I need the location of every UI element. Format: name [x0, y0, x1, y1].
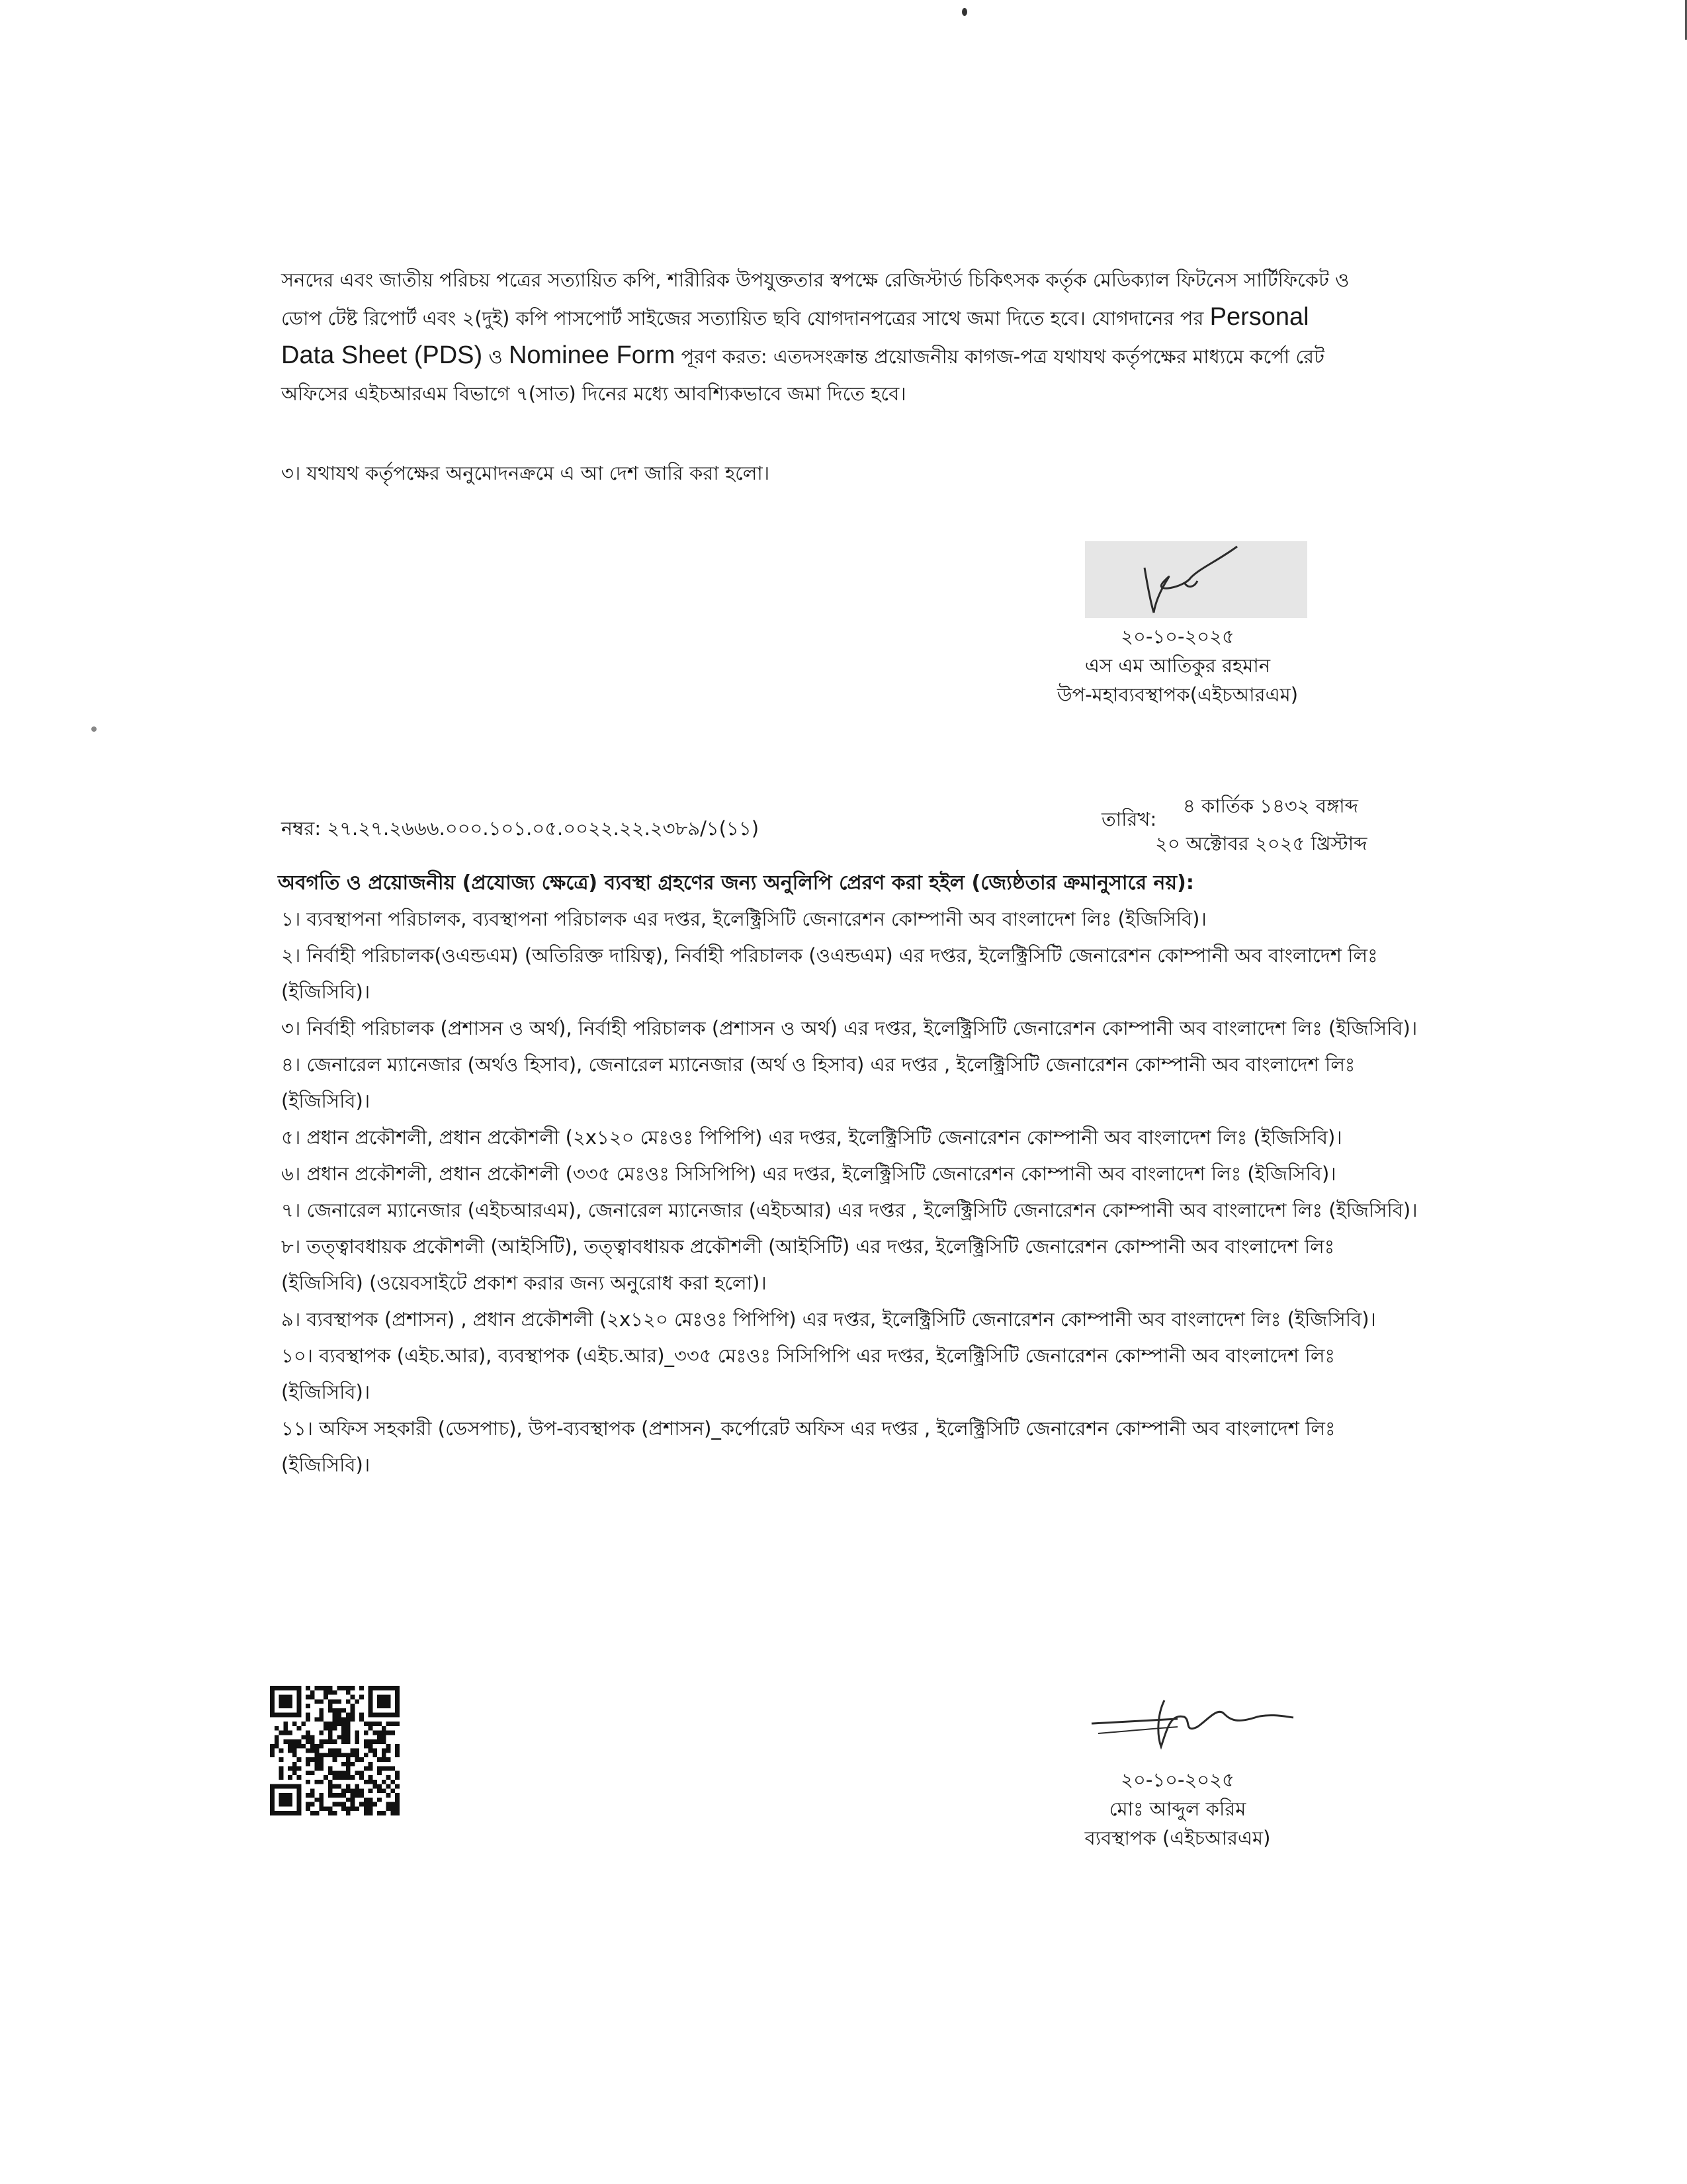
signer-designation: উপ-মহাব্যবস্থাপক(এইচআরএম): [1057, 683, 1299, 706]
signature-date: ২০-১০-২০২৫: [1121, 1769, 1234, 1791]
paragraph-latin: Data Sheet (PDS): [281, 341, 483, 369]
qr-code: [270, 1686, 400, 1815]
scan-speck: [962, 8, 967, 16]
signature-image: [1085, 1687, 1297, 1760]
signer-designation: ব্যবস্থাপক (এইচআরএম): [1084, 1827, 1271, 1849]
top-paragraph: [281, 261, 1406, 412]
cc-list-item: ১। ব্যবস্থাপনা পরিচালক, ব্যবস্থাপনা পরিচালক এর দপ্তর, ইলেক্ট্রিসিটি জেনারেশন কোম্পানী অব বাংলাদেশ লিঃ (ইজিসিবি)।: [281, 908, 1207, 930]
paragraph-latin: Personal: [1209, 303, 1309, 331]
cc-list-item: ৪। জেনারেল ম্যানেজার (অর্থও হিসাব), জেনারেল ম্যানেজার (অর্থ ও হিসাব) এর দপ্তর , ইলেক্ট্রিসিটি জেনারেশন কোম্পানী অব বাংলাদেশ লিঃ (ইজিসিবি)।: [281, 1053, 1356, 1112]
cc-list-item: ৩। নির্বাহী পরিচালক (প্রশাসন ও অর্থ), নির্বাহী পরিচালক (প্রশাসন ও অর্থ) এর দপ্তর, ইলেক্ট্রিসিটি জেনারেশন কোম্পানী অব বাংলাদেশ লিঃ (ইজিসিবি)।: [281, 1017, 1418, 1039]
memo-date-bangla: ৪ কার্তিক ১৪৩২ বঙ্গাব্দ: [1183, 795, 1359, 817]
signature-2: [1085, 1687, 1297, 1760]
paragraph-line: [281, 298, 1406, 337]
paragraph-line: সনদের এবং জাতীয় পরিচয় পত্রের সত্যায়িত কপি, শারীরিক উপযুক্ততার স্বপক্ষে রেজিস্টার্ড চিকিৎসক কর্তৃক মেডিক্যাল ফিটনেস সার্টিফিকেট ও: [281, 269, 1350, 291]
paragraph-text: পূরণ করত: এতদসংক্রান্ত প্রয়োজনীয় কাগজ-পত্র যথাযথ কর্তৃপক্ষের মাধ্যমে কর্পো রেট: [681, 345, 1324, 368]
cc-list-item: ৭। জেনারেল ম্যানেজার (এইচআরএম), জেনারেল ম্যানেজার (এইচআর) এর দপ্তর , ইলেক্ট্রিসিটি জেনারেশন কোম্পানী অব বাংলাদেশ লিঃ (ইজিসিবি)।: [281, 1199, 1418, 1221]
signature-stamp: [1085, 541, 1307, 618]
paragraph-latin: Nominee Form: [508, 341, 675, 369]
signer-name: মোঃ আব্দুল করিম: [1109, 1798, 1246, 1820]
cc-list-item: ৯। ব্যবস্থাপক (প্রশাসন) , প্রধান প্রকৌশলী (২x১২০ মেঃওঃ পিপিপি) এর দপ্তর, ইলেক্ট্রিসিটি জেনারেশন কোম্পানী অব বাংলাদেশ লিঃ (ইজিসিবি)।: [281, 1308, 1376, 1331]
signature-block-2: [1032, 1765, 1323, 1853]
memo-number-value: ২৭.২৭.২৬৬৬.০০০.১০১.০৫.০০২২.২২.২৩৮৯/১(১১): [327, 817, 759, 840]
signer-name: এস এম আতিকুর রহমান: [1084, 654, 1271, 677]
point-3: ৩। যথাযথ কর্তৃপক্ষের অনুমোদনক্রমে এ আ দেশ জারি করা হলো।: [281, 462, 770, 484]
paragraph-line: [281, 337, 1406, 375]
cc-list-item: ১১। অফিস সহকারী (ডেসপাচ), উপ-ব্যবস্থাপক (প্রশাসন)_কর্পোরেট অফিস এর দপ্তর , ইলেক্ট্রিসিটি জেনারেশন কোম্পানী অব বাংলাদেশ লিঃ (ইজিসিবি)।: [281, 1417, 1336, 1476]
paragraph-text: ডোপ টেষ্ট রিপোর্ট এবং ২(দুই) কপি পাসপোর্ট সাইজের সত্যায়িত ছবি যোগদানপত্রের সাথে জমা দিতে হবে। যোগদানের পর: [281, 307, 1204, 329]
cc-list-item: ৫। প্রধান প্রকৌশলী, প্রধান প্রকৌশলী (২x১২০ মেঃওঃ পিপিপি) এর দপ্তর, ইলেক্ট্রিসিটি জেনারেশন কোম্পানী অব বাংলাদেশ লিঃ (ইজিসিবি)।: [281, 1126, 1342, 1149]
signature-image: [1085, 541, 1307, 618]
memo-date-label: তারিখ:: [1102, 808, 1157, 830]
paragraph-text: ও: [488, 345, 503, 368]
cc-list-item: ২। নির্বাহী পরিচালক(ওএন্ডএম) (অতিরিক্ত দায়িত্ব), নির্বাহী পরিচালক (ওএন্ডএম) এর দপ্তর, ইলেক্ট্রিসিটি জেনারেশন কোম্পানী অব বাংলাদেশ লিঃ (ইজিসিবি)।: [281, 944, 1378, 1003]
cc-list-item: ৮। তত্ত্বাবধায়ক প্রকৌশলী (আইসিটি), তত্ত্বাবধায়ক প্রকৌশলী (আইসিটি) এর দপ্তর, ইলেক্ট্রিসিটি জেনারেশন কোম্পানী অব বাংলাদেশ লিঃ (ইজিসিবি) (ওয়েবসাইটে প্রকাশ করার জন্য অনুরোধ করা হলো)।: [281, 1235, 1335, 1294]
signature-date: ২০-১০-২০২৫: [1121, 625, 1234, 648]
signature-block-1: [992, 622, 1363, 709]
paragraph-line: অফিসের এইচআরএম বিভাগে ৭(সাত) দিনের মধ্যে আবশ্যিকভাবে জমা দিতে হবে।: [281, 382, 906, 405]
memo-number-label: নম্বর:: [281, 817, 322, 840]
memo-number: [281, 814, 759, 846]
scan-speck: [91, 726, 97, 732]
memo-date-english: ২০ অক্টোবর ২০২৫ খ্রিস্টাব্দ: [1155, 832, 1367, 855]
cc-heading: অবগতি ও প্রয়োজনীয় (প্রযোজ্য ক্ষেত্রে) ব্যবস্থা গ্রহণের জন্য অনুলিপি প্রেরণ করা হইল (জ্যেষ্ঠতার ক্রমানুসারে নয়):: [278, 871, 1194, 895]
cc-list-item: ১০। ব্যবস্থাপক (এইচ.আর), ব্যবস্থাপক (এইচ.আর)_৩৩৫ মেঃওঃ সিসিপিপি এর দপ্তর, ইলেক্ট্রিসিটি জেনারেশন কোম্পানী অব বাংলাদেশ লিঃ (ইজিসিবি)।: [281, 1344, 1335, 1403]
cc-list-item: ৬। প্রধান প্রকৌশলী, প্রধান প্রকৌশলী (৩৩৫ মেঃওঃ সিসিপিপি) এর দপ্তর, ইলেক্ট্রিসিটি জেনারেশন কোম্পানী অব বাংলাদেশ লিঃ (ইজিসিবি)।: [281, 1162, 1336, 1185]
cc-list: [281, 901, 1419, 1483]
